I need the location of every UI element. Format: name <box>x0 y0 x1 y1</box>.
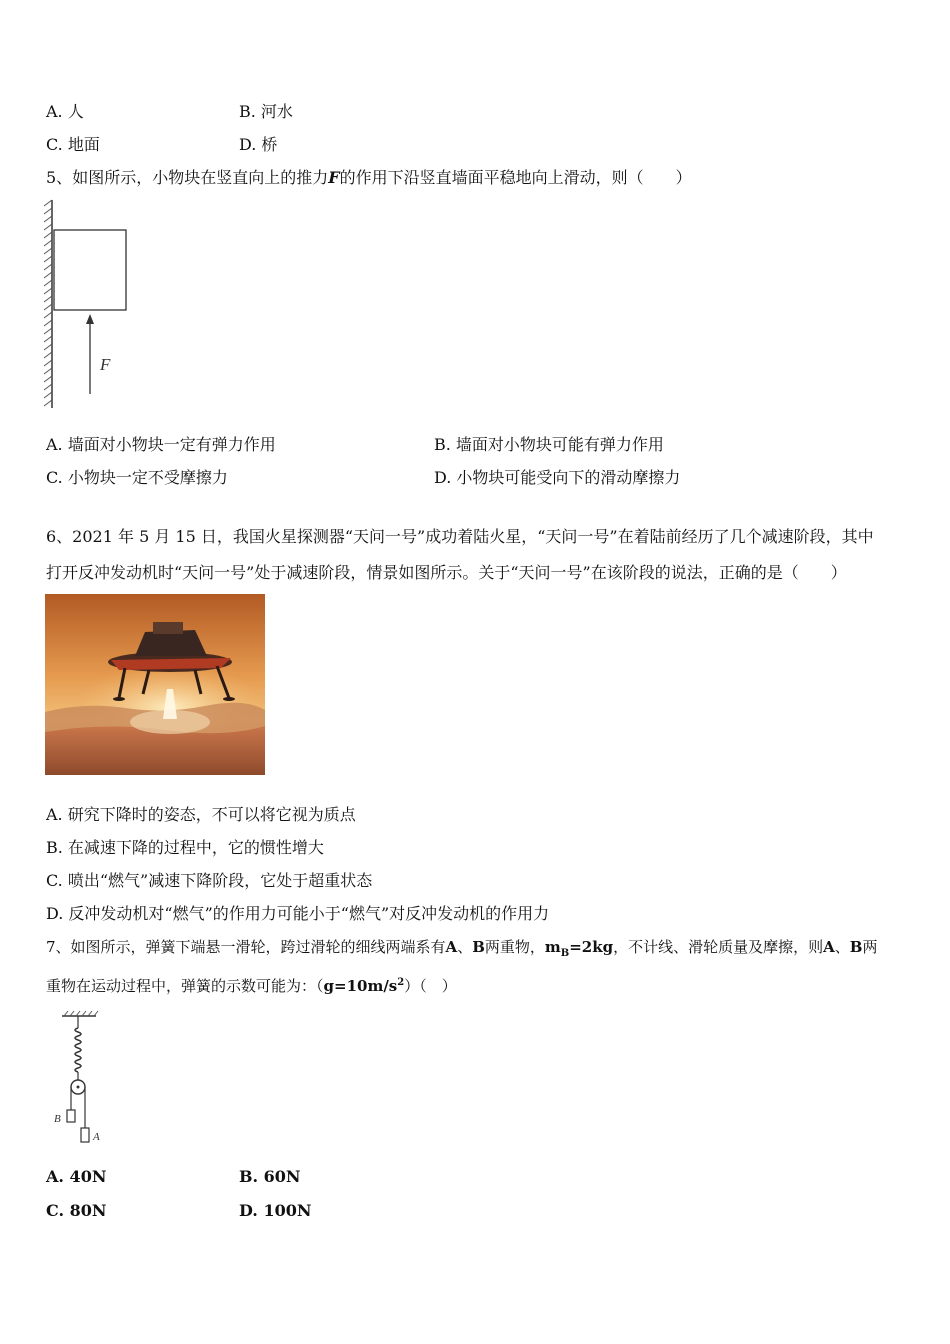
q7-sep: 、 <box>457 938 473 956</box>
q7-mass-value: =2kg <box>569 938 614 956</box>
q7-option-d: D. 100N <box>239 1201 312 1220</box>
q7-sep-2: 、 <box>834 938 850 956</box>
q7-spring-pulley-figure <box>50 1010 110 1150</box>
q5-stem-before: 如图所示，小物块在竖直向上的推力 <box>72 168 329 187</box>
q5-number: 5、 <box>46 168 73 187</box>
q7-option-b: B. 60N <box>239 1167 301 1186</box>
q7-text-1: 7、如图所示，弹簧下端悬一滑轮，跨过滑轮的细线两端系有 <box>46 938 446 956</box>
q7-g-sup: 2 <box>397 977 405 988</box>
q5-stem-after: 的作用下沿竖直墙面平稳地向上滑动，则（ ） <box>339 168 692 187</box>
q5-force-label: F <box>100 355 111 374</box>
q7-g-value: g=10m/s <box>323 977 398 995</box>
q7-mass-m: m <box>544 938 561 956</box>
q5-block <box>54 230 126 310</box>
q7-text-4: 两 <box>862 938 878 956</box>
q4-option-a: A. 人 <box>46 102 84 121</box>
q7-option-c: C. 80N <box>46 1201 107 1220</box>
q6-option-b: B. 在减速下降的过程中，它的惯性增大 <box>46 838 324 857</box>
q7-figure-label-a: A <box>93 1131 100 1143</box>
q4-option-d: D. 桥 <box>239 135 278 154</box>
q7-text-6: ）（ ） <box>404 977 457 995</box>
q6-mars-lander-photo <box>45 594 265 775</box>
q6-option-a: A. 研究下降时的姿态，不可以将它视为质点 <box>46 805 356 824</box>
q4-option-c: C. 地面 <box>46 135 100 154</box>
q7-text-3: ，不计线、滑轮质量及摩擦，则 <box>613 938 824 956</box>
q5-stem <box>46 168 692 188</box>
spring <box>75 1028 81 1072</box>
q7-mass-sub: B <box>560 948 570 959</box>
q4-option-b: B. 河水 <box>239 102 293 121</box>
q6-option-d: D. 反冲发动机对“燃气”的作用力可能小于“燃气”对反冲发动机的作用力 <box>46 904 550 923</box>
q5-option-d: D. 小物块可能受向下的滑动摩擦力 <box>434 468 681 487</box>
q5-wall-block-figure <box>40 198 140 412</box>
q5-option-b: B. 墙面对小物块可能有弹力作用 <box>434 435 664 454</box>
weight-a <box>81 1128 89 1142</box>
q7-text-5: 重物在运动过程中，弹簧的示数可能为：（ <box>46 977 324 995</box>
q7-label-a-2: A <box>823 938 835 956</box>
q5-option-a: A. 墙面对小物块一定有弹力作用 <box>46 435 276 454</box>
q7-label-b-2: B <box>849 938 863 956</box>
q7-label-b: B <box>472 938 485 956</box>
q5-option-c: C. 小物块一定不受摩擦力 <box>46 468 228 487</box>
q7-stem-line2 <box>46 973 457 996</box>
q7-label-a: A <box>445 938 458 956</box>
q6-option-c: C. 喷出“燃气”减速下降阶段，它处于超重状态 <box>46 871 373 890</box>
q7-text-2: 两重物， <box>484 938 545 956</box>
q7-figure-label-b: B <box>54 1113 61 1125</box>
weight-b <box>67 1110 75 1122</box>
q7-stem-line1 <box>46 937 878 964</box>
q6-stem-line1: 6、2021 年 5 月 15 日，我国火星探测器“天问一号”成功着陆火星，“天问一号”在着陆前经历了几个减速阶段，其中 <box>46 527 874 546</box>
q6-stem-line2: 打开反冲发动机时“天问一号”处于减速阶段，情景如图所示。关于“天问一号”在该阶段的说法，正确的是（ ） <box>46 563 847 582</box>
q7-option-a: A. 40N <box>46 1167 107 1186</box>
q5-force-symbol: F <box>328 168 340 187</box>
